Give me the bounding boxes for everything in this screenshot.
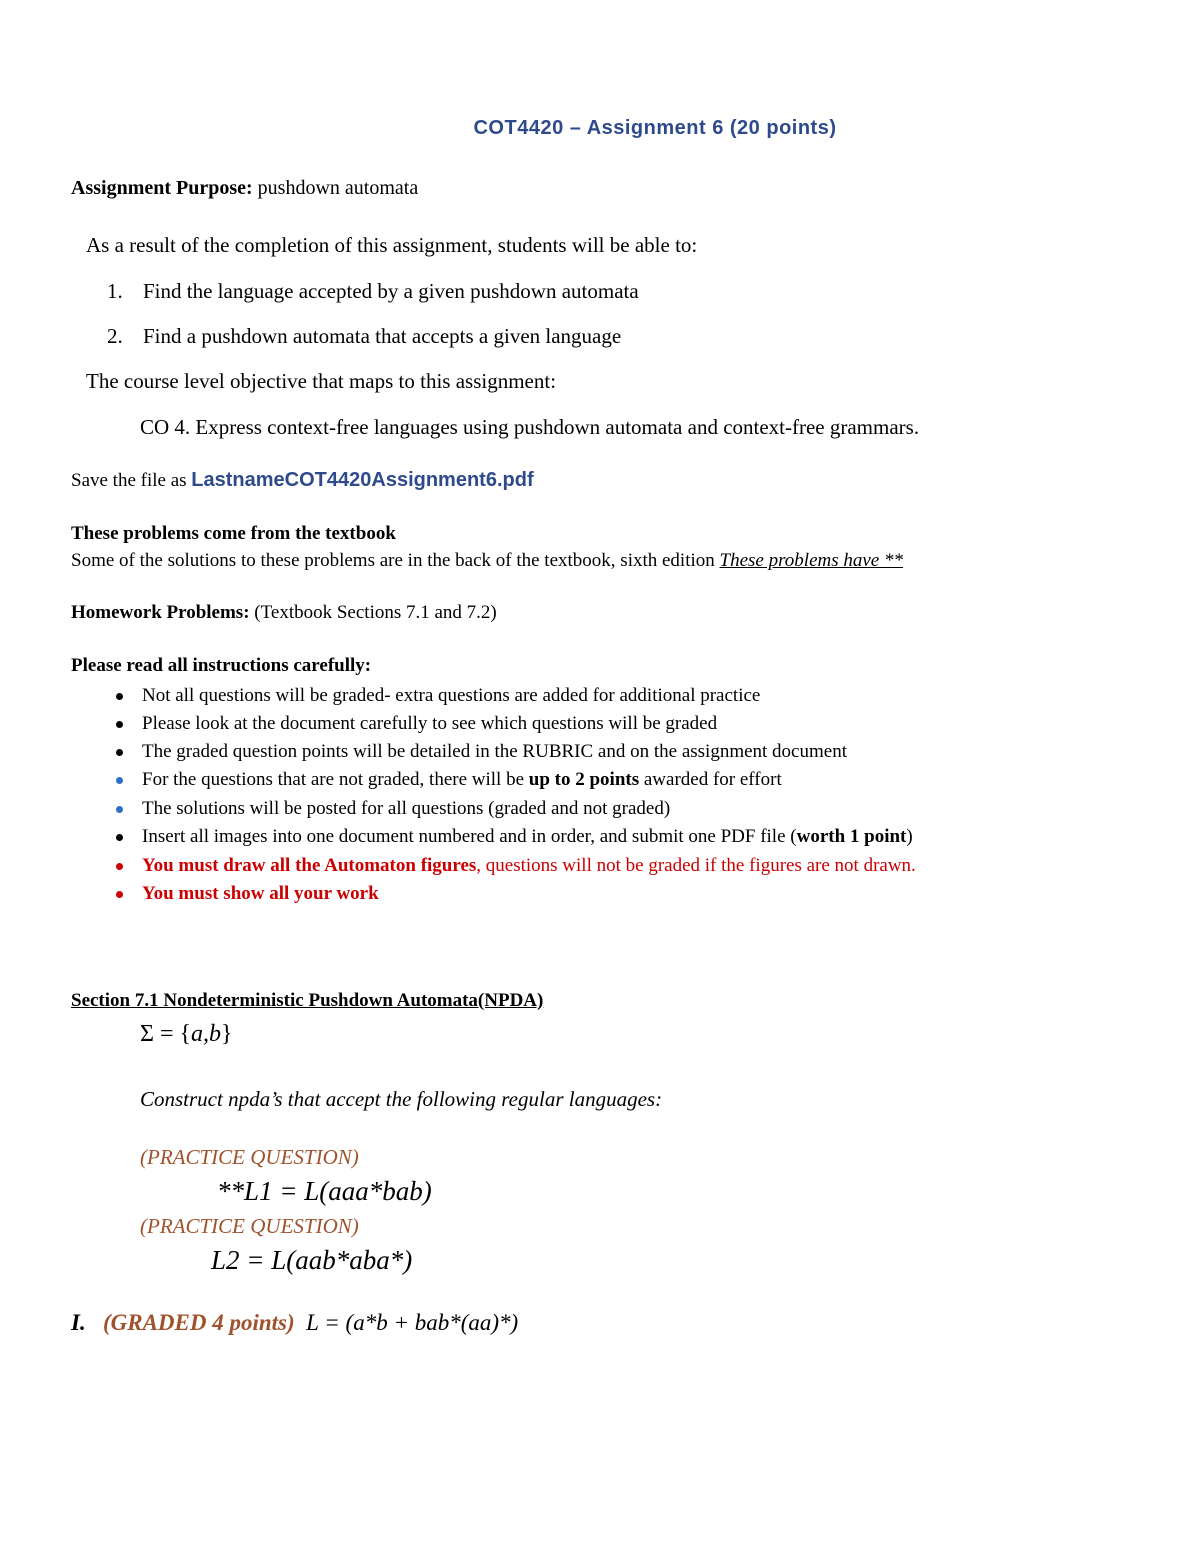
graded-tag: (GRADED 4 points) — [102, 1310, 295, 1335]
course-objective-text: CO 4. Express context-free languages using pushdown automata and context-free grammars. — [140, 415, 920, 439]
practice-tag: (PRACTICE QUESTION) — [140, 1214, 359, 1238]
practice-tag: (PRACTICE QUESTION) — [140, 1145, 359, 1169]
homework-heading — [71, 602, 497, 624]
outcome-text: Find a pushdown automata that accepts a given language — [143, 324, 622, 348]
save-instruction — [71, 469, 534, 492]
instruction-text: Please look at the document carefully to see which questions will be graded — [142, 713, 718, 734]
problems-source-heading: These problems come from the textbook — [71, 523, 396, 544]
question-number: I. — [71, 1310, 86, 1335]
problems-note-emphasis: These problems have ** — [719, 550, 903, 571]
instruction-text: The graded question points will be detailed in the RUBRIC and on the assignment document — [142, 741, 847, 762]
course-objective-intro: The course level objective that maps to this assignment: — [86, 369, 557, 393]
bullet-icon — [116, 749, 123, 756]
graded-question — [71, 1310, 518, 1336]
instruction-text: You must draw all the Automaton figures, questions will not be graded if the figures are not drawn. — [142, 855, 916, 876]
alphabet-definition: Σ = {a,b} — [140, 1021, 233, 1047]
practice-language: **L1 = L(aaa*bab) — [217, 1176, 432, 1206]
instruction-text: Insert all images into one document numbered and in order, and submit one PDF file (worth 1 point) — [142, 826, 913, 847]
outcomes-intro: As a result of the completion of this assignment, students will be able to: — [86, 233, 698, 257]
instructions-heading: Please read all instructions carefully: — [71, 655, 372, 676]
outcome-number: 1. — [107, 279, 123, 303]
problems-source-note — [71, 550, 903, 572]
purpose-label: Assignment Purpose: — [71, 177, 253, 199]
purpose-text: pushdown automata — [252, 177, 419, 199]
outcome-text: Find the language accepted by a given pushdown automata — [143, 279, 639, 303]
bullet-icon — [116, 891, 123, 898]
instruction-text: Not all questions will be graded- extra questions are added for additional practice — [142, 685, 761, 706]
graded-language: L = (a*b + bab*(aa)*) — [306, 1310, 519, 1335]
practice-language: L2 = L(aab*aba*) — [211, 1245, 413, 1275]
section-heading: Section 7.1 Nondeterministic Pushdown Automata(NPDA) — [71, 990, 544, 1011]
problems-note-text: Some of the solutions to these problems are in the back of the textbook, sixth edition — [71, 550, 720, 571]
save-filename: LastnameCOT4420Assignment6.pdf — [191, 469, 534, 491]
page-title: COT4420 – Assignment 6 (20 points) — [473, 117, 837, 139]
bullet-icon — [116, 721, 123, 728]
homework-label: Homework Problems: — [71, 602, 250, 623]
homework-sections: (Textbook Sections 7.1 and 7.2) — [249, 602, 497, 623]
instruction-text: You must show all your work — [142, 883, 379, 904]
bullet-icon — [116, 693, 123, 700]
instruction-text: For the questions that are not graded, there will be up to 2 points awarded for effort — [142, 769, 782, 790]
bullet-icon — [116, 834, 123, 841]
bullet-icon — [116, 863, 123, 870]
save-prefix: Save the file as — [71, 470, 192, 491]
outcome-number: 2. — [107, 324, 123, 348]
assignment-purpose — [71, 177, 418, 200]
bullet-icon — [116, 777, 123, 784]
bullet-icon — [116, 806, 123, 813]
construct-instruction: Construct npda’s that accept the following regular languages: — [140, 1087, 663, 1111]
instruction-text: The solutions will be posted for all questions (graded and not graded) — [142, 798, 671, 819]
